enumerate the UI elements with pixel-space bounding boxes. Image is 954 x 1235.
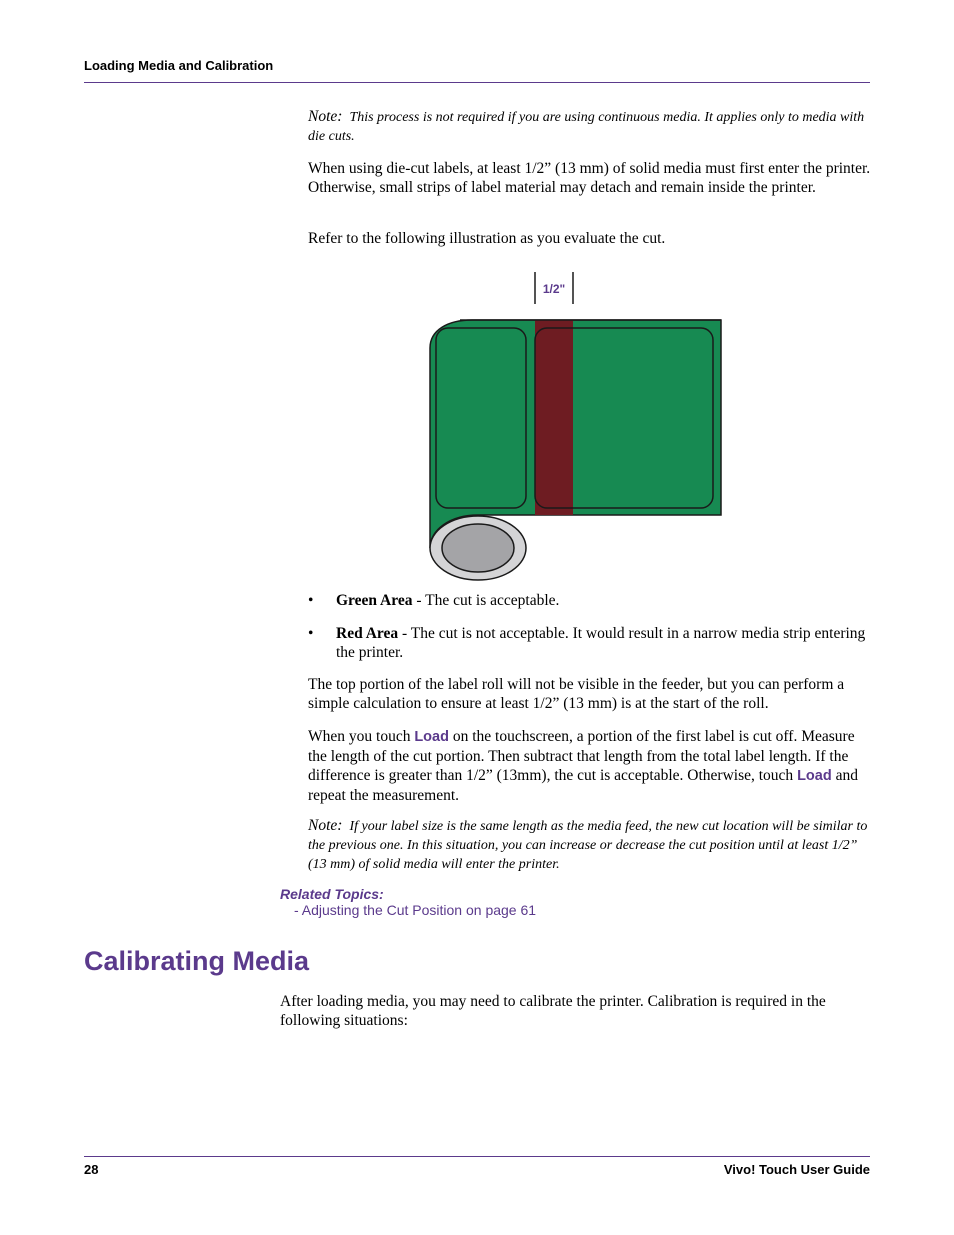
load-ui-label: Load: [414, 729, 449, 745]
green-area: [430, 320, 721, 548]
note-text: This process is not required if you are using continuous media. It applies only to media with die cuts.: [308, 110, 865, 144]
cut-evaluation-illustration: [420, 268, 730, 588]
note-label: Note:: [308, 817, 343, 834]
note-label-size: [308, 816, 872, 874]
guide-title: Vivo! Touch User Guide: [723, 1162, 870, 1177]
half-inch-dimension-marker: [535, 272, 573, 304]
header-rule: [84, 82, 870, 83]
die-cut-paragraph: When using die-cut labels, at least 1/2” (13 mm) of solid media must first enter the printer. Otherwise, small strips of label material may detach and remain inside the printer.: [308, 160, 871, 196]
red-area: [535, 320, 573, 515]
calculation-paragraph: The top portion of the label roll will not be visible in the feeder, but you can perform a simple calculation to ensure at least 1/2” (13 mm) is at the start of the roll.: [308, 676, 845, 712]
roll-core: [442, 524, 514, 572]
note-label: Note:: [308, 108, 343, 125]
running-header: Loading Media and Calibration: [84, 58, 274, 73]
dimension-label: 1/2": [542, 282, 566, 296]
label-roll: [430, 320, 721, 580]
bullet-text: - The cut is not acceptable. It would result in a narrow media strip entering the printer.: [336, 625, 866, 661]
link-adjusting-cut-position[interactable]: - Adjusting the Cut Position on page 61: [294, 902, 537, 918]
note-text: If your label size is the same length as the media feed, the new cut location will be similar to the previous one. In this situation, you can increase or decrease the cut position until at least 1/2” (13 mm) of solid media will enter the printer.: [308, 819, 868, 872]
calibration-intro-paragraph: After loading media, you may need to calibrate the printer. Calibration is required in the following situations:: [280, 993, 826, 1029]
footer-rule: [84, 1156, 870, 1157]
bullet-text: - The cut is acceptable.: [412, 592, 560, 609]
related-topics-heading: Related Topics:: [280, 886, 384, 902]
bullet-term: Green Area: [336, 592, 413, 609]
bullet-green-area: • Green Area - The cut is acceptable.: [308, 592, 560, 609]
page-number: 28: [84, 1162, 99, 1177]
bullet-term: Red Area: [336, 625, 399, 642]
load-ui-label: Load: [797, 768, 832, 784]
note-not-required: [308, 107, 872, 146]
bullet-red-area: • Red Area - The cut is not acceptable. It would result in a narrow media strip entering the printer.: [308, 625, 866, 661]
section-title-calibrating-media: Calibrating Media: [84, 946, 310, 976]
refer-illustration-paragraph: Refer to the following illustration as you evaluate the cut.: [308, 230, 666, 247]
measurement-paragraph: When you touch Load on the touchscreen, a portion of the first label is cut off. Measure the length of the cut portion. Then subtract that length from the total label length. If the difference is greater than 1/2” (13mm), the cut is acceptable. Otherwise, touch Load and repeat the measurement.: [308, 728, 858, 804]
